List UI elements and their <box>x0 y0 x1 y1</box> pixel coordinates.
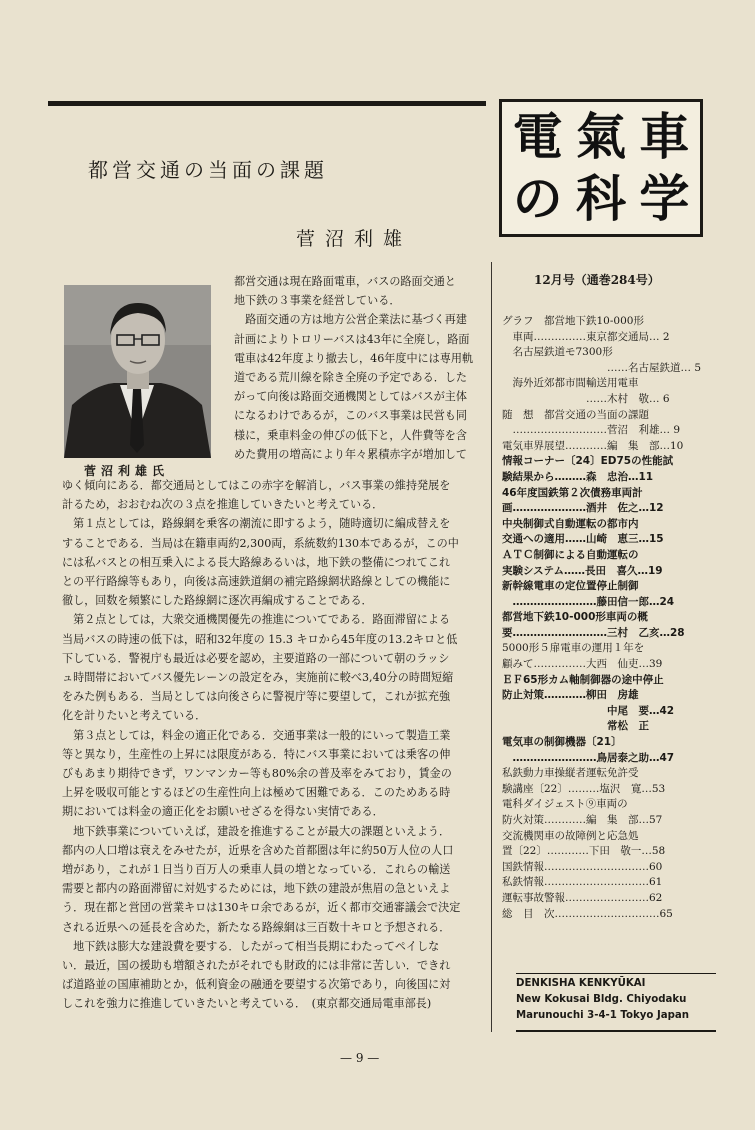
toc-line: ………………………菅沼 利雄… 9 <box>502 424 681 437</box>
toc-line: ……名古屋鉄道… 5 <box>502 361 702 374</box>
body-line: 路面交通の方は地方公営企業法に基づく再建 <box>234 313 467 327</box>
logo-char: の <box>512 169 563 228</box>
toc-entry <box>502 610 718 641</box>
body-line: 需要と都内の路面滞留に対処するためには，地下鉄の建設が焦眉の急といえよ <box>62 882 451 896</box>
toc-entry <box>502 454 718 485</box>
article-title: 都営交通の当面の課題 <box>88 158 328 182</box>
toc-line: ＥＦ65形カム軸制御器の途中停止 <box>502 673 664 686</box>
body-line: めた費用の増高により年々累積赤字が増加して <box>234 447 467 461</box>
body-line: 様に，乗車料金の伸びの低下と，人件費等を含 <box>234 428 467 442</box>
table-of-contents <box>502 314 718 922</box>
toc-line: 験結果から………森 忠治…11 <box>502 470 654 483</box>
author-photo <box>64 285 211 458</box>
body-line: することである．当局は在籍車両約2,300両，系統数約130本であるが，この中 <box>62 536 459 550</box>
toc-line: 験講座〔22〕………塩沢 寛…53 <box>502 782 666 795</box>
body-line: 化を計りたいと考えている． <box>62 709 207 723</box>
toc-line: グラフ 都営地下鉄10-000形 <box>502 315 644 327</box>
column-divider <box>491 262 492 1032</box>
toc-line: 交流機関車の故障例と応急処 <box>502 829 639 842</box>
toc-entry <box>502 735 718 766</box>
body-line: 都内の人口増は衰えをみせたが，近県を含めた首都圏は年に約50万人位の人口 <box>62 843 454 857</box>
body-line: される近県への延長を含めた，新たなる路線網は三百数十キロと予想される． <box>62 920 451 934</box>
body-line: い．最近，国の援助も増額されたがそれでも財政的には非常に苦しい．できれ <box>62 959 451 973</box>
body-line: 都営交通は現在路面電車，バスの路面交通と <box>234 275 456 288</box>
logo-char: 科 <box>575 169 626 228</box>
toc-line: 実験システム……長田 喜久…19 <box>502 564 663 577</box>
toc-line: 運転事故警報……………………62 <box>502 891 663 904</box>
portrait-image <box>64 285 211 458</box>
article-author: 菅沼利雄 <box>296 228 413 250</box>
toc-entry <box>502 797 718 828</box>
publisher-line: DENKISHA KENKYŪKAI <box>516 978 646 989</box>
toc-entry <box>502 860 718 876</box>
body-line: 等と異なり，生産性の上昇には限度がある．特にバス事業においては乗客の伸 <box>62 747 451 761</box>
body-line: 地下鉄事業についていえば，建設を推進することが最大の課題といえよう． <box>62 824 451 838</box>
toc-entry <box>502 766 718 797</box>
body-line: との平行路線等もあり，向後は高速鉄道網の補完路線網状路線としての機能に <box>62 575 451 589</box>
toc-line: 顧みて……………大西 仙吏…39 <box>502 658 663 671</box>
body-line: 道である荒川線を除き全廃の予定である．した <box>234 371 467 385</box>
toc-line: 総 目 次…………………………65 <box>502 907 673 920</box>
body-line: 第３点としては，料金の適正化である．交通事業は一般的にいって製造工業 <box>62 728 451 742</box>
body-line: 地下鉄の３事業を経営している． <box>234 294 401 308</box>
toc-entry <box>502 408 718 439</box>
toc-line: 電気車界展望…………編 集 部…10 <box>502 439 684 452</box>
toc-line: 名古屋鉄道モ7300形 <box>502 346 613 359</box>
toc-line: 新幹線電車の定位置停止制御 <box>502 580 639 593</box>
article-body-wide <box>62 476 460 1014</box>
body-line: ば道路並の国庫補助とか，低利資金の融通を要望する次第であり，向後国に対 <box>62 978 451 992</box>
body-line: 徹し，回数を頻繁にした路線網に逐次再編成することである． <box>62 594 373 608</box>
toc-entry <box>502 517 718 548</box>
toc-line: 置〔22〕…………下田 敬一…58 <box>502 845 666 858</box>
body-line: 第１点としては，路線網を乗客の潮流に即するよう，随時適切に編成替えを <box>62 517 451 531</box>
logo-char: 電 <box>512 107 563 166</box>
toc-entry <box>502 891 718 907</box>
toc-line: 情報コーナー〔24〕ED75の性能試 <box>502 455 674 468</box>
logo-char: 車 <box>639 107 690 166</box>
body-line: 下している．警視庁も最近は必要を認め，主要道路の一部について朝のラッシ <box>62 651 450 665</box>
body-line: しこれを強力に推進していきたいと考えている． (東京都交通局電車部長) <box>62 997 432 1011</box>
toc-line: 電科ダイジェスト⑨車両の <box>502 798 628 811</box>
toc-entry <box>502 579 718 610</box>
body-line: 第２点としては，大衆交通機関優先の推進についてである．路面滞留による <box>62 613 451 627</box>
body-line: 上昇を吸収可能とするほどの生産性向上は極めて困難である．このためある時 <box>62 786 451 800</box>
body-line: 期においては料金の適正化をお願いせざるを得ない実情である． <box>62 805 384 819</box>
publisher-line: New Kokusai Bldg. Chiyodaku <box>516 994 687 1005</box>
toc-line: ……………………鳥居泰之助…47 <box>502 751 675 764</box>
logo-char: 学 <box>639 169 690 228</box>
toc-line: 海外近郊都市間輸送用電車 <box>502 377 639 390</box>
body-line: 計画によりトロリーバスは43年に全廃し，路面 <box>234 332 470 346</box>
toc-line: 車両……………東京都交通局… 2 <box>502 330 670 343</box>
toc-entry <box>502 486 718 517</box>
body-line: 電車は42年度より撤去し，46年度中には専用軌 <box>234 351 474 365</box>
body-line: がって向後は路面交通機関としてはバスが主体 <box>234 390 467 404</box>
publisher-block <box>516 976 716 1032</box>
body-line: 地下鉄は膨大な建設費を要する．したがって相当長期にわたってペイしな <box>62 939 440 953</box>
toc-line: 私鉄動力車操縦者運転免許受 <box>502 767 639 780</box>
toc-entry <box>502 641 718 672</box>
toc-line: 要………………………三村 乙亥…28 <box>502 626 685 639</box>
toc-entry <box>502 673 718 735</box>
page-number: — 9 — <box>340 1051 380 1065</box>
toc-line: 中尾 要…42 <box>502 704 675 717</box>
article-body-narrow <box>234 272 473 464</box>
magazine-logo <box>499 99 703 237</box>
toc-line: ……………………藤田信一郎…24 <box>502 595 675 608</box>
toc-line: ＡＴＣ制御による自動運転の <box>502 548 639 561</box>
toc-line: 国鉄情報…………………………60 <box>502 860 663 873</box>
toc-line: 中央制御式自動運転の都市内 <box>502 517 639 530</box>
toc-line: ……木村 敬… 6 <box>502 392 670 405</box>
toc-line: 交通への適用……山崎 恵三…15 <box>502 533 664 546</box>
logo-char: 氣 <box>575 107 626 166</box>
toc-line: 私鉄情報…………………………61 <box>502 876 663 889</box>
publisher-rule <box>516 973 716 974</box>
body-line: ゆく傾向にある．都交通局としてはこの赤字を解消し，バス事業の維持発展を <box>62 479 451 492</box>
body-line: になるわけであるが，このバス事業は民営も同 <box>234 409 467 423</box>
toc-line: 画…………………酒井 佐之…12 <box>502 502 664 515</box>
body-line: 計るため，おおむね次の３点を推進していきたいと考えている． <box>62 498 384 512</box>
body-line: には私バスとの相互乗入による長大路線あるいは，地下鉄の整備につれてこれ <box>62 555 451 569</box>
body-line: ュ時間帯においてバス優先レーンの設定をみ，実施前に較べ3,40分の時間短縮 <box>62 671 454 685</box>
toc-line: 電気車の制御機器〔21〕 <box>502 736 622 749</box>
header-rule <box>48 101 486 106</box>
body-line: びもあまり期待できず，ワンマンカー等も80%余の普及率をみており，賃金の <box>62 767 452 781</box>
toc-line: 都営地下鉄10-000形車両の概 <box>502 611 648 624</box>
toc-entry <box>502 829 718 860</box>
toc-line: 46年度国鉄第２次債務車両計 <box>502 486 643 499</box>
issue-label: 12月号（通巻284号） <box>534 273 660 287</box>
publisher-line: Marunouchi 3-4-1 Tokyo Japan <box>516 1010 690 1021</box>
body-line: 当局バスの時速の低下は，昭和32年度の 15.3 キロから45年度の13.2キロと低 <box>62 632 458 646</box>
toc-line: 常松 正 <box>502 720 649 733</box>
body-line: をみた例もある．当局としては向後さらに警視庁等に要望して，これが拡充強 <box>62 690 451 704</box>
toc-entry <box>502 907 718 923</box>
photo-caption: 菅沼利雄氏 <box>84 464 170 478</box>
toc-line: 随 想 都営交通の当面の課題 <box>502 408 649 421</box>
toc-line: 防火対策…………編 集 部…57 <box>502 814 663 826</box>
toc-entry <box>502 314 718 408</box>
body-line: う．現在都と営団の営業キロは130キロ余であるが，近く都市交通審議会で決定 <box>62 901 461 915</box>
toc-entry <box>502 875 718 891</box>
body-line: 増があり，これが１日当り百万人の乗車人員の増となっている．これらの輸送 <box>62 863 451 877</box>
toc-entry <box>502 439 718 455</box>
toc-line: 5000形５扉電車の運用１年を <box>502 642 645 655</box>
toc-entry <box>502 548 718 579</box>
toc-line: 防止対策…………柳田 房雄 <box>502 689 639 702</box>
